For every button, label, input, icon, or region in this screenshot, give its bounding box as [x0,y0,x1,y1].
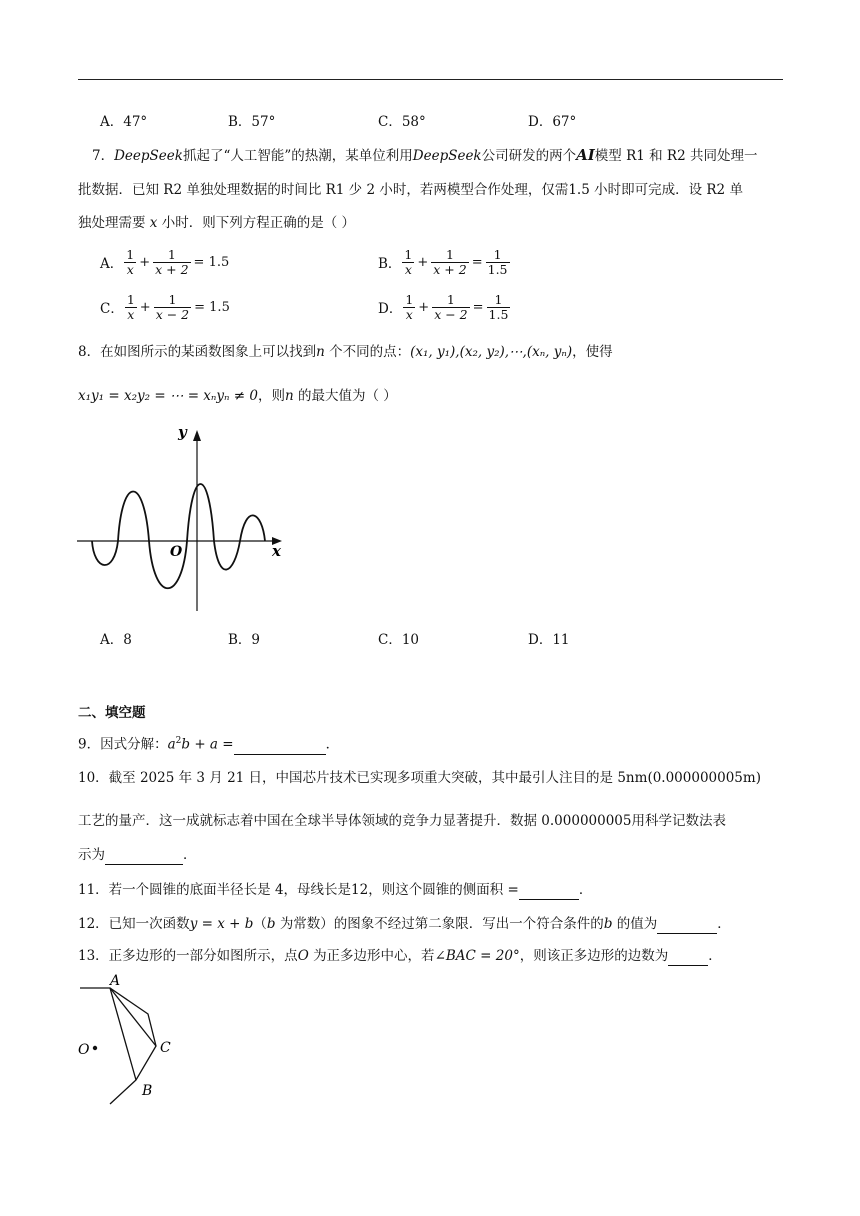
q7-option-c: C． $\frac{1}{x}$ + $\frac{1}{x - 2}$ = 1.5 [100,291,230,322]
center-label-o: O [78,1042,90,1058]
header-rule [78,79,783,80]
axis-label-x: x [272,542,281,560]
q6-option-d: D．67° [528,114,577,130]
vertex-label-a: A [110,973,121,989]
q9-answer-blank[interactable] [234,740,326,755]
q13-line: 13．正多边形的一部分如图所示，点O 为正多边形中心，若∠BAC = 20°，则该正多边形的边数为 ． [78,948,722,964]
q8-line-1: 8．在如图所示的某函数图象上可以找到n 个不同的点：(x₁, y₁),(x₂, y₂),⋯,(xₙ, yₙ)，使得 [78,344,613,360]
segment-ab [110,988,136,1080]
q10-line-2: 工艺的量产．这一成就标志着中国在全球半导体领域的竞争力显著提升．数据 0.000000005用科学记数法表 [78,813,726,829]
q11-answer-blank[interactable] [519,885,579,900]
origin-label: O [170,544,183,560]
q10-line-3: 示为 ． [78,847,197,863]
q7-line-2: 批数据．已知 R2 单独处理数据的时间比 R1 少 2 小时，若两模型合作处理，仅需1.5 小时即可完成．设 R2 单 [78,182,743,198]
q10-answer-blank[interactable] [105,850,183,865]
q7-line-1: 7．DeepSeek抓起了“人工智能”的热潮，某单位利用DeepSeek公司研发的两个AI模型 R1 和 R2 共同处理一 [92,146,758,164]
q13-answer-blank[interactable] [668,951,708,966]
q9-line: 9．因式分解：$a^2b + a$ = ． [78,736,340,753]
q7-option-a: A． $\frac{1}{x}$ + $\frac{1}{x + 2}$ = 1.5 [100,246,230,277]
q7-option-b: B． $\frac{1}{x}$ + $\frac{1}{x + 2}$ = $\frac{1}{1.5}$ [378,246,508,277]
q10-line-1: 10．截至 2025 年 3 月 21 日，中国芯片技术已实现多项重大突破，其中最引人注目的是 5nm(0.000000005m) [78,770,761,786]
q8-option-b: B．9 [228,632,261,648]
q8-line-2: x₁y₁ = x₂y₂ = ⋯ = xₙyₙ ≠ 0，则n 的最大值为（ ） [78,388,397,404]
q13-polygon-figure [74,970,194,1115]
vertex-label-b: B [142,1083,153,1099]
function-curve [92,484,265,588]
q12-answer-blank[interactable] [657,919,717,934]
q8-option-d: D．11 [528,632,570,648]
section-heading-fill-in: 二、填空题 [78,705,146,721]
axis-label-y: y [178,425,187,441]
center-point-o [93,1046,97,1050]
q6-option-b: B．57° [228,114,276,130]
q7-option-d: D． $\frac{1}{x}$ + $\frac{1}{x - 2}$ = $\frac{1}{1.5}$ [378,291,509,322]
q8-option-c: C．10 [378,632,420,648]
q11-line: 11．若一个圆锥的底面半径长是 4，母线长是12，则这个圆锥的侧面积 = ． [78,882,593,898]
vertex-label-c: C [160,1040,171,1056]
q8-function-graph [74,425,294,615]
q6-option-a: A．47° [100,114,148,130]
q6-option-c: C．58° [378,114,426,130]
q7-line-3: 独处理需要 x 小时．则下列方程正确的是（ ） [78,215,356,231]
q8-option-a: A．8 [100,632,132,648]
y-axis-arrow-icon [193,430,201,441]
q12-line: 12．已知一次函数y = x + b（b 为常数）的图象不经过第二象限．写出一个符合条件的b 的值为 ． [78,916,731,932]
